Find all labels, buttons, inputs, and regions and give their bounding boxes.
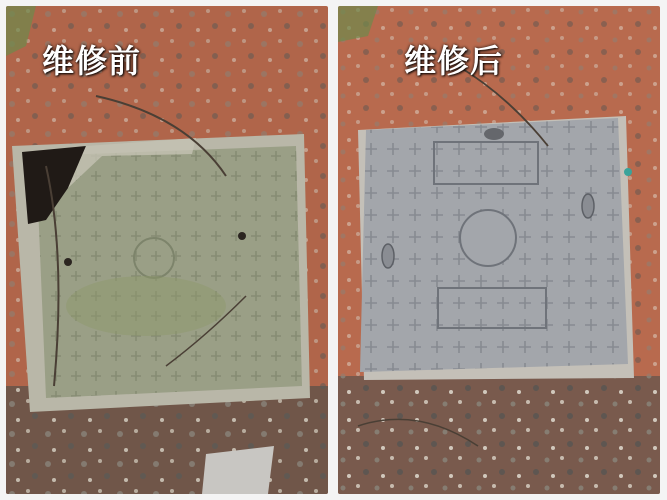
lift-hole xyxy=(238,232,246,240)
stone xyxy=(202,446,274,494)
after-caption: 维修后 xyxy=(404,42,504,80)
teal-pebble xyxy=(624,168,632,176)
after-photo xyxy=(338,6,660,494)
before-caption: 维修前 xyxy=(42,42,142,80)
lift-slot xyxy=(382,244,394,268)
lift-hole xyxy=(64,258,72,266)
center-circle xyxy=(460,210,516,266)
before-photo xyxy=(6,6,328,494)
lift-slot xyxy=(582,194,594,218)
